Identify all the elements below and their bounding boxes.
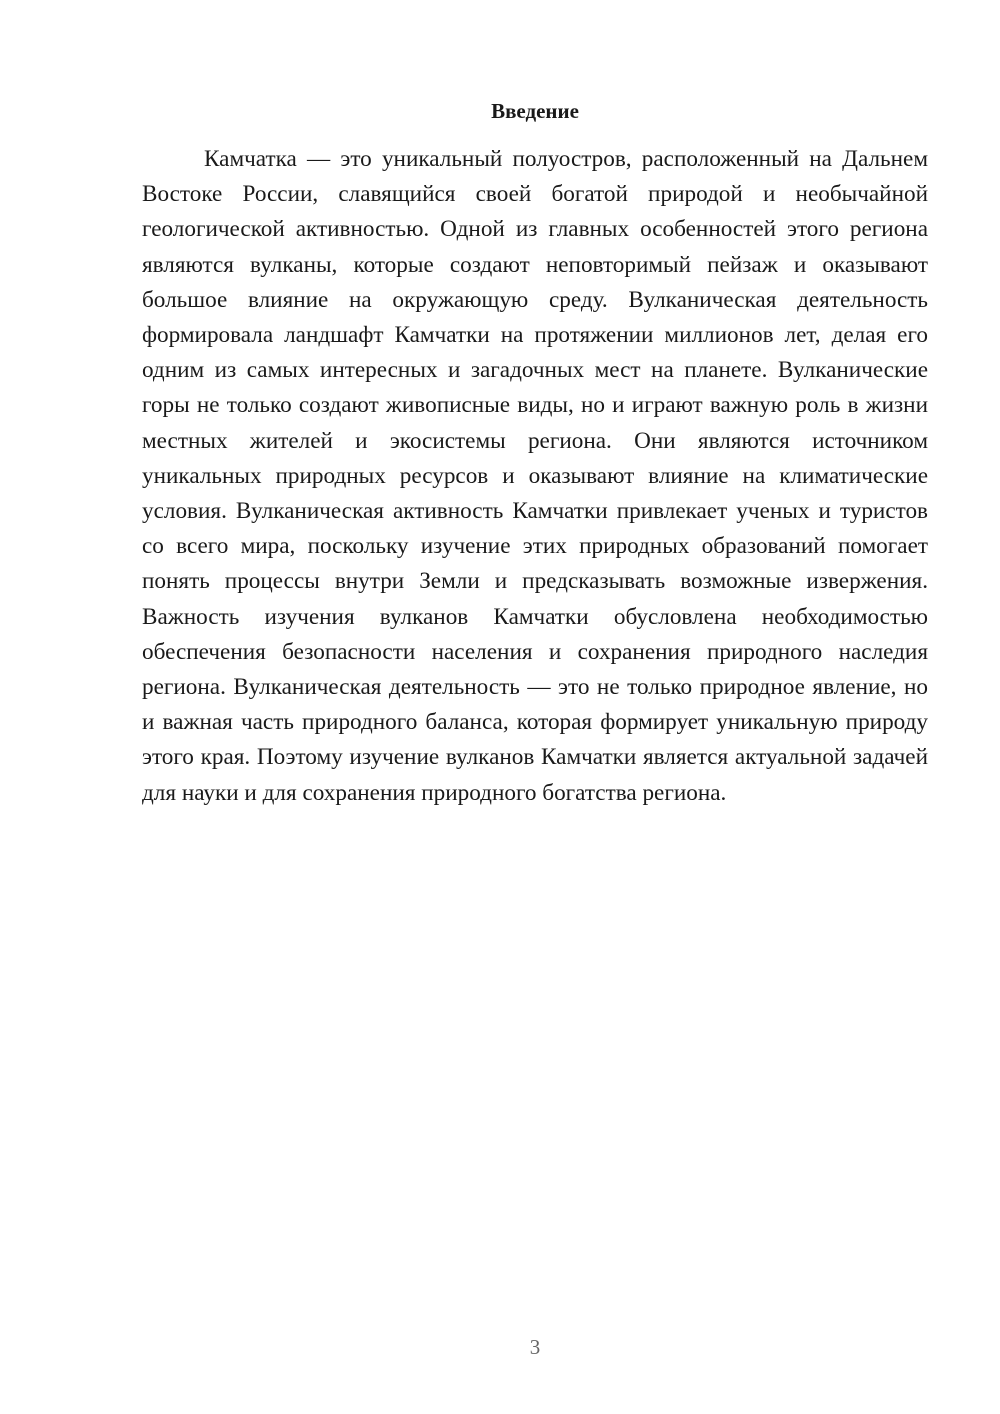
body-paragraph: Камчатка — это уникальный полуостров, расположенный на Дальнем Востоке России, славящийся своей богатой природой и необычайной геологической активностью. Одной из главных особенностей этого региона являются вулканы, которые создают неповторимый пейзаж и оказывают большое влияние на окружающую среду. Вулканическая деятельность формировала ландшафт Камчатки на протяжении миллионов лет, делая его одним из самых интересных и загадочных мест на планете. Вулканические горы не только создают живописные виды, но и играют важную роль в жизни местных жителей и экосистемы региона. Они являются источником уникальных природных ресурсов и оказывают влияние на климатические условия. Вулканическая активность Камчатки привлекает ученых и туристов со всего мира, поскольку изучение этих природных образований помогает понять процессы внутри Земли и предсказывать возможные извержения. Важность изучения вулканов Камчатки обусловлена необходимостью обеспечения безопасности населения и сохранения природного наследия региона. Вулканическая деятельность — это не только природное явление, но и важная часть природного баланса, которая формирует уникальную природу этого края. Поэтому изучение вулканов Камчатки является актуальной задачей для науки и для сохранения природного богатства региона. xyxy=(142,146,928,806)
page-number: 3 xyxy=(529,1335,541,1359)
section-heading: Введение xyxy=(491,99,579,123)
